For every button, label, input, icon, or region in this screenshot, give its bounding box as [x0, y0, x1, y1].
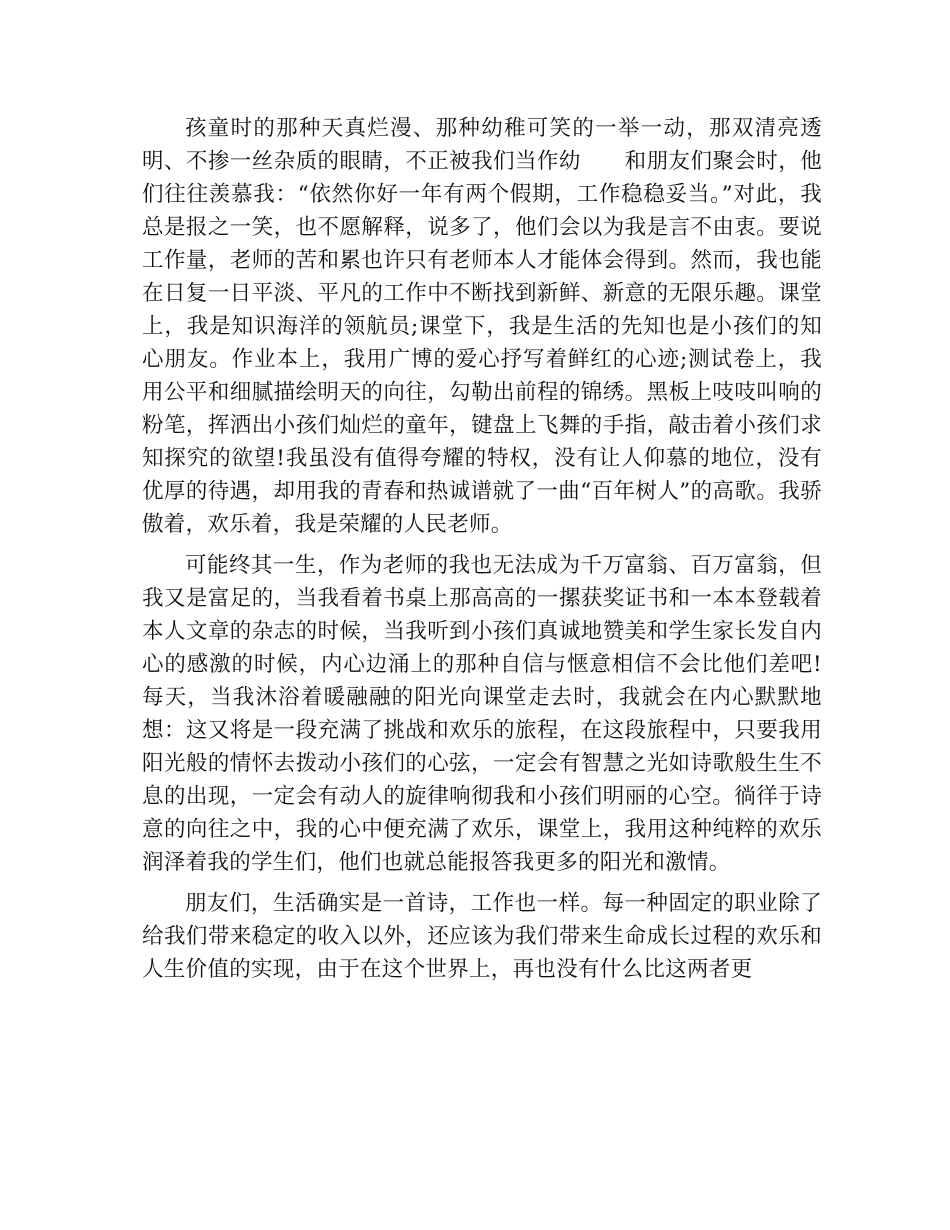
- paragraph-3: 朋友们，生活确实是一首诗，工作也一样。每一种固定的职业除了给我们带来稳定的收入以外，还应该为我们带来生命成长过程的欢乐和人生价值的实现，由于在这个世界上，再也没有什么比这两者更: [142, 891, 822, 982]
- paragraph-2: 可能终其一生，作为老师的我也无法成为千万富翁、百万富翁，但我又是富足的，当我看着书桌上那高高的一摞获奖证书和一本本登载着本人文章的杂志的时候，当我听到小孩们真诚地赞美和学生家长发自内心的感激的时候，内心边涌上的那种自信与惬意相信不会比他们差吧!每天，当我沐浴着暖融融的阳光向课堂走去时，我就会在内心默默地想：这又将是一段充满了挑战和欢乐的旅程，在这段旅程中，只要我用阳光般的情怀去拨动小孩们的心弦，一定会有智慧之光如诗歌般生生不息的出现，一定会有动人的旋律响彻我和小孩们明丽的心空。徜徉于诗意的向往之中，我的心中便充满了欢乐，课堂上，我用这种纯粹的欢乐润泽着我的学生们，他们也就总能报答我更多的阳光和激情。: [142, 553, 822, 875]
- paragraph-1: 孩童时的那种天真烂漫、那种幼稚可笑的一举一动，那双清亮透明、不掺一丝杂质的眼睛，不正被我们当作幼 和朋友们聚会时，他们往往羡慕我：“依然你好一年有两个假期，工作稳稳妥当。”对此，我总是报之一笑，也不愿解释，说多了，他们会以为我是言不由衷。要说工作量，老师的苦和累也许只有老师本人才能体会得到。然而，我也能在日复一日平淡、平凡的工作中不断找到新鲜、新意的无限乐趣。课堂上，我是知识海洋的领航员;课堂下，我是生活的先知也是小孩们的知心朋友。作业本上，我用广博的爱心抒写着鲜红的心迹;测试卷上，我用公平和细腻描绘明天的向往，勾勒出前程的锦绣。黑板上吱吱叫响的粉笔，挥洒出小孩们灿烂的童年，键盘上飞舞的手指，敲击着小孩们求知探究的欲望!我虽没有值得夸耀的特权，没有让人仰慕的地位，没有优厚的待遇，却用我的青春和热诚谱就了一曲“百年树人”的高歌。我骄傲着，欢乐着，我是荣耀的人民老师。: [142, 116, 822, 537]
- document-body: [142, 112, 822, 986]
